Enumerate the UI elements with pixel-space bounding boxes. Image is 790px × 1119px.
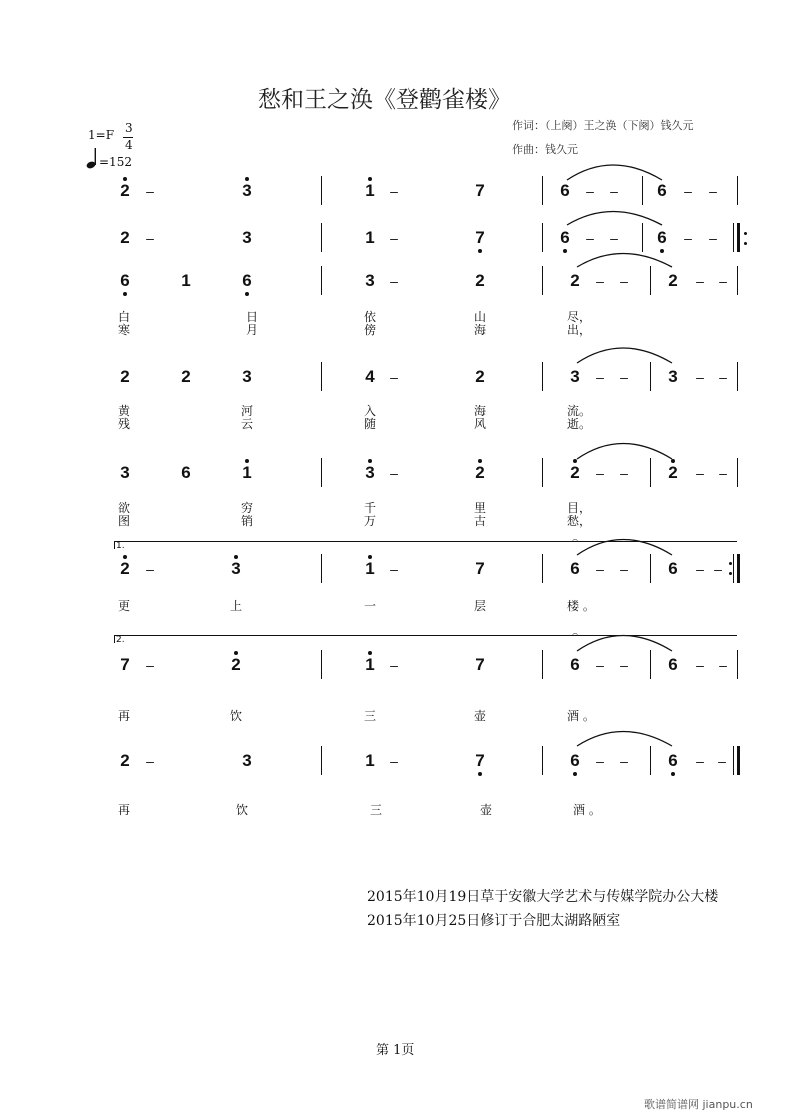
lyric: 日 xyxy=(246,310,259,324)
watermark: 歌谱简谱网 jianpu.cn xyxy=(644,1098,753,1111)
dash: – xyxy=(390,657,398,673)
lyric: 欲 xyxy=(118,501,131,515)
lyric: 一 xyxy=(364,599,377,613)
dash: – xyxy=(146,753,154,769)
lyric: 里 xyxy=(474,501,487,515)
note: 3 xyxy=(242,367,252,386)
note: 6 xyxy=(570,559,580,578)
composer-credit: 作曲：钱久元 xyxy=(512,143,578,156)
note: 2 xyxy=(668,271,678,290)
lyric: 更 xyxy=(118,599,131,613)
note: 1 xyxy=(360,181,380,201)
time-signature-bottom: 4 xyxy=(125,138,133,152)
dash: – xyxy=(610,183,618,199)
dash: – xyxy=(696,465,704,481)
page-number: 第 1页 xyxy=(376,1043,415,1058)
lyric: 云 xyxy=(241,417,254,431)
dash: – xyxy=(610,230,618,246)
lyric: 山 xyxy=(474,310,487,324)
dash: – xyxy=(390,753,398,769)
dash: – xyxy=(620,753,628,769)
tie xyxy=(577,636,672,652)
tie xyxy=(577,348,672,363)
lyric: 残 xyxy=(118,417,131,431)
lyric: 目， xyxy=(567,501,592,515)
lyric: 楼 。 xyxy=(567,599,595,613)
dash: – xyxy=(719,369,727,385)
lyric: 层 xyxy=(474,599,487,613)
dash: – xyxy=(684,183,692,199)
dash: – xyxy=(390,465,398,481)
dash: – xyxy=(390,561,398,577)
note: 2 xyxy=(470,463,490,483)
dash: – xyxy=(596,753,604,769)
dash: – xyxy=(714,561,722,577)
note: 2 xyxy=(475,367,485,386)
lyric: 随 xyxy=(364,417,377,431)
dash: – xyxy=(709,183,717,199)
note: 2 xyxy=(120,367,130,386)
note: 1 xyxy=(237,463,257,483)
dash: – xyxy=(709,230,717,246)
lyric: 黄 xyxy=(118,404,131,418)
dash: – xyxy=(586,230,594,246)
dash: – xyxy=(390,183,398,199)
note: 3 xyxy=(570,367,580,386)
lyric: 风 xyxy=(474,417,487,431)
note: 6 xyxy=(555,228,575,248)
note: 6 xyxy=(181,463,191,482)
note: 2 xyxy=(570,271,580,290)
lyric: 古 xyxy=(474,514,487,528)
note: 1 xyxy=(360,559,380,579)
key-signature: 1=F xyxy=(88,128,115,142)
lyric: 尽， xyxy=(567,310,592,324)
note: 1 xyxy=(365,228,375,247)
note: 7 xyxy=(475,655,485,674)
note: 3 xyxy=(242,751,252,770)
dash: – xyxy=(620,561,628,577)
lyric: 再 xyxy=(118,803,131,817)
lyric: 出， xyxy=(567,323,592,337)
lyric: 逝。 xyxy=(567,417,592,431)
tie xyxy=(567,165,662,180)
note: 3 xyxy=(668,367,678,386)
lyric: 图 xyxy=(118,514,131,528)
lyric: 壶 xyxy=(474,709,487,723)
lyric: 万 xyxy=(364,514,377,528)
dash: – xyxy=(596,561,604,577)
note: 3 xyxy=(365,271,375,290)
page-title: 愁和王之涣《登鹳雀楼》 xyxy=(258,87,511,113)
lyric: 酒 。 xyxy=(567,709,595,723)
note: 4 xyxy=(365,367,375,386)
lyric: 傍 xyxy=(364,323,377,337)
note: 3 xyxy=(120,463,130,482)
lyric: 海 xyxy=(474,404,487,418)
revision-note: 2015年10月25日修订于合肥太湖路陋室 xyxy=(367,913,621,929)
dash: – xyxy=(146,561,154,577)
dash: – xyxy=(719,657,727,673)
lyric: 饮 xyxy=(230,709,243,723)
composition-note: 2015年10月19日草于安徽大学艺术与传媒学院办公大楼 xyxy=(367,889,719,905)
lyric: 白 xyxy=(118,310,131,324)
lyric: 千 xyxy=(364,501,377,515)
note: 2 xyxy=(181,367,191,386)
note: 3 xyxy=(242,228,252,247)
note: 2 xyxy=(115,181,135,201)
dash: – xyxy=(696,657,704,673)
lyric: 销 xyxy=(241,514,254,528)
dash: – xyxy=(390,230,398,246)
fermata-icon: 𝄐 xyxy=(572,628,579,641)
dash: – xyxy=(684,230,692,246)
note: 6 xyxy=(668,655,678,674)
dash: – xyxy=(586,183,594,199)
dash: – xyxy=(146,183,154,199)
dash: – xyxy=(596,657,604,673)
dash: – xyxy=(146,230,154,246)
dash: – xyxy=(718,753,726,769)
note: 6 xyxy=(657,181,667,200)
note: 2 xyxy=(663,463,683,483)
dash: – xyxy=(696,273,704,289)
dash: – xyxy=(719,273,727,289)
note: 2 xyxy=(120,751,130,770)
tie xyxy=(577,732,672,747)
lyric: 流。 xyxy=(567,404,592,418)
lyric: 月 xyxy=(246,323,259,337)
time-signature-top: 3 xyxy=(125,121,133,135)
volta-number: 1. xyxy=(116,541,125,551)
note: 2 xyxy=(475,271,485,290)
dash: – xyxy=(596,273,604,289)
lyric: 愁， xyxy=(567,514,592,528)
note: 3 xyxy=(360,463,380,483)
note: 7 xyxy=(470,228,490,248)
tempo-marking: =152 xyxy=(99,155,132,169)
note: 6 xyxy=(652,228,672,248)
note: 7 xyxy=(470,751,490,771)
lyric: 寒 xyxy=(118,323,131,337)
lyric: 壶 xyxy=(480,803,493,817)
dash: – xyxy=(696,753,704,769)
note: 2 xyxy=(115,559,135,579)
note: 7 xyxy=(475,559,485,578)
lyric: 酒 。 xyxy=(573,803,601,817)
tie xyxy=(577,254,672,268)
lyric: 穷 xyxy=(241,501,254,515)
dash: – xyxy=(620,273,628,289)
lyric: 河 xyxy=(241,404,254,418)
lyric: 三 xyxy=(370,803,383,817)
lyric: 饮 xyxy=(236,803,249,817)
note: 6 xyxy=(237,271,257,291)
tie xyxy=(577,444,672,460)
note: 6 xyxy=(565,751,585,771)
note: 3 xyxy=(226,559,246,579)
volta-number: 2. xyxy=(116,635,125,645)
dash: – xyxy=(696,561,704,577)
note: 1 xyxy=(360,655,380,675)
dash: – xyxy=(696,369,704,385)
dash: – xyxy=(596,369,604,385)
lyric: 海 xyxy=(474,323,487,337)
note: 7 xyxy=(475,181,485,200)
lyric: 入 xyxy=(364,404,377,418)
note: 2 xyxy=(120,228,130,247)
dash: – xyxy=(596,465,604,481)
lyric: 再 xyxy=(118,709,131,723)
note: 1 xyxy=(181,271,191,290)
lyric: 三 xyxy=(364,709,377,723)
note: 6 xyxy=(115,271,135,291)
lyric: 上 xyxy=(230,599,243,613)
dash: – xyxy=(620,369,628,385)
note: 6 xyxy=(663,751,683,771)
dash: – xyxy=(719,465,727,481)
dash: – xyxy=(146,657,154,673)
dash: – xyxy=(620,657,628,673)
note: 3 xyxy=(237,181,257,201)
note: 1 xyxy=(365,751,375,770)
note: 6 xyxy=(570,655,580,674)
dash: – xyxy=(390,273,398,289)
note: 2 xyxy=(565,463,585,483)
lyric: 依 xyxy=(364,310,377,324)
note: 6 xyxy=(668,559,678,578)
tie xyxy=(577,540,672,556)
lyricist-credit: 作词：（上阕）王之涣（下阕）钱久元 xyxy=(512,119,694,132)
dash: – xyxy=(390,369,398,385)
tie xyxy=(567,212,662,226)
note: 7 xyxy=(120,655,130,674)
note: 6 xyxy=(560,181,570,200)
fermata-icon: 𝄐 xyxy=(572,534,579,547)
note: 2 xyxy=(226,655,246,675)
dash: – xyxy=(620,465,628,481)
